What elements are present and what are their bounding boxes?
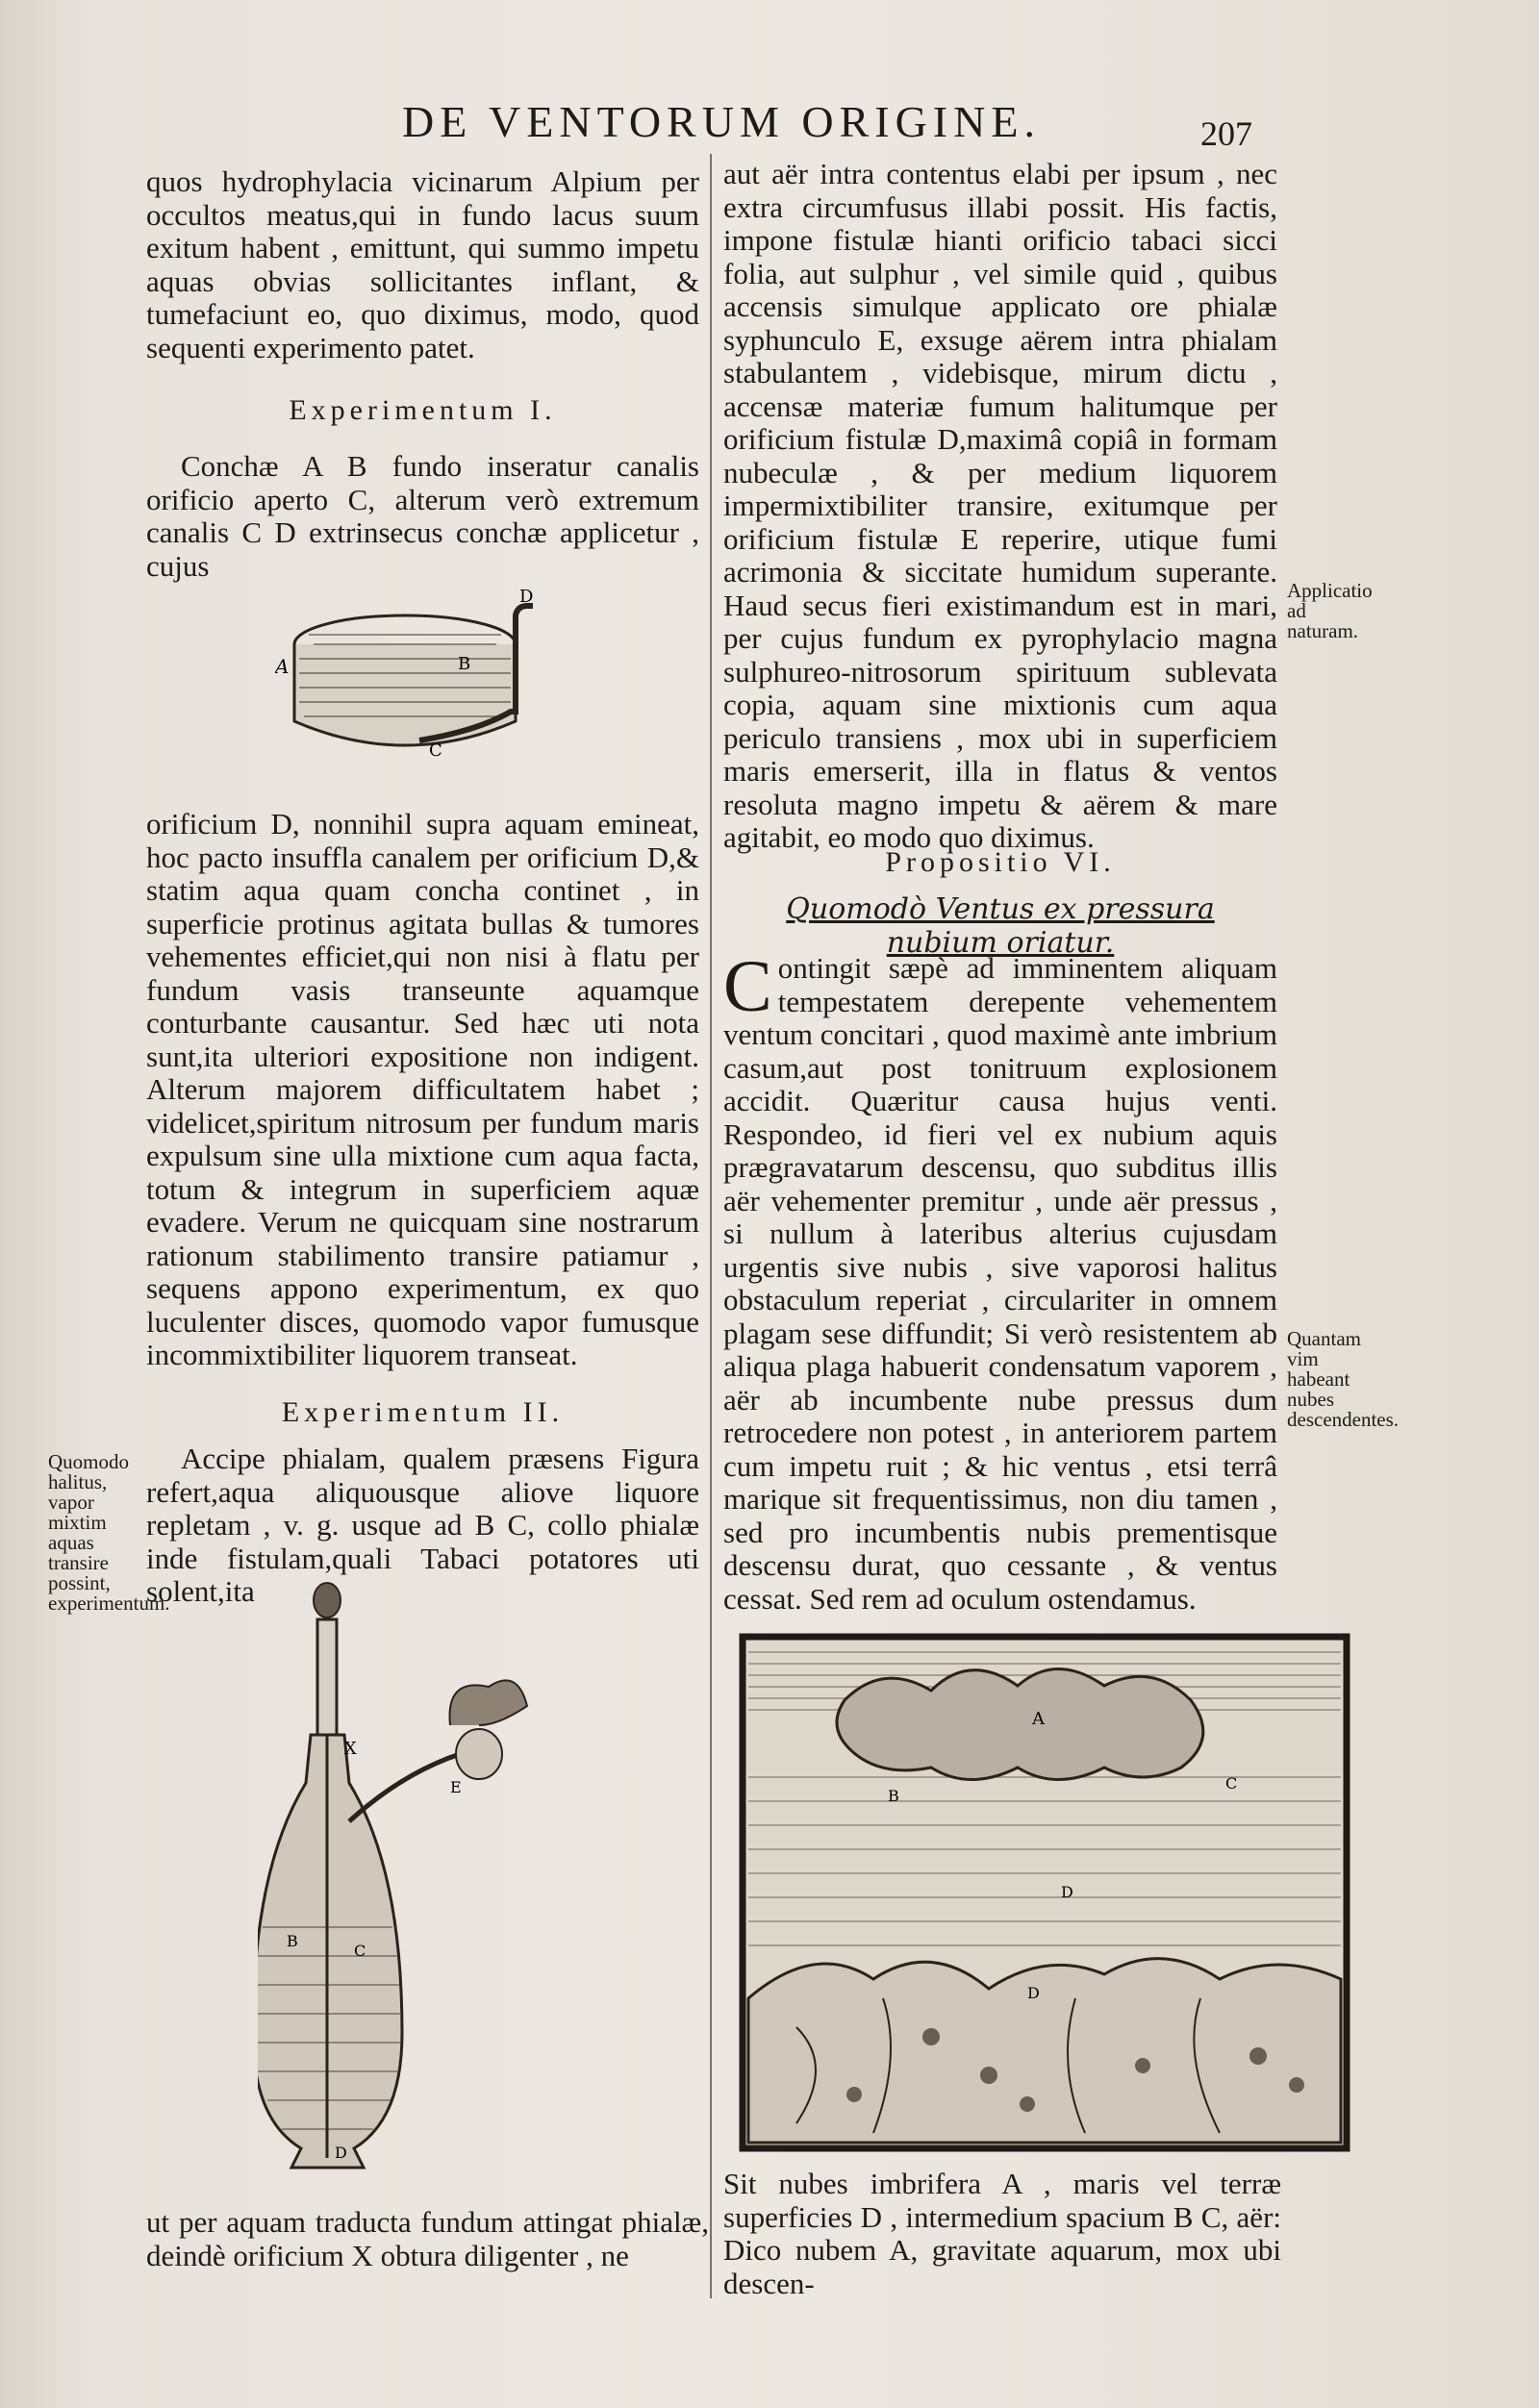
figure-label-x: X xyxy=(344,1739,357,1759)
figure-label-d: D xyxy=(519,587,534,607)
figure-label-c: C xyxy=(429,740,442,761)
left-closing-paragraph xyxy=(146,2206,709,2272)
figure-label-b: B xyxy=(888,1787,899,1805)
paragraph-text: quos hydrophylacia vicinarum Alpium per occultos meatus,qui in fundo lacus suum exitum habent , emittunt, qui summo impetu aquas obvias sollicitantes inflant, & tumefaciunt eo, quo diximus, modo, quod sequenti experimento patet. xyxy=(146,164,699,364)
right-top-paragraph xyxy=(723,158,1277,855)
figure-label-e: E xyxy=(450,1778,462,1796)
paragraph-text xyxy=(723,946,1277,1616)
cloud-pressure-figure xyxy=(739,1633,1350,2152)
figure-label-c: C xyxy=(1225,1774,1238,1793)
propositio-heading: Propositio VI. xyxy=(885,846,1116,878)
left-opening-paragraph xyxy=(146,165,699,364)
right-closing-paragraph xyxy=(723,2168,1281,2300)
paragraph-text: Conchæ A B fundo inseratur canalis orificio aperto C, alterum verò extremum canalis C D extrinsecus conchæ applicetur , cujus xyxy=(146,449,699,583)
running-head: DE VENTORUM ORIGINE. xyxy=(402,97,1041,146)
figure-label-d: D xyxy=(335,2144,347,2162)
margin-note-clouds: Quantam vim habeant nubes descendentes. xyxy=(1287,1327,1400,1431)
paragraph-text: Accipe phialam, qualem præsens Figura refert,aqua aliquousque aliove liquore repletam , v. g. usque ad B C, collo phialæ inde fistulam,quali Tabaci potatores uti solent,ita xyxy=(146,1442,699,1608)
experimentum-1-paragraph xyxy=(146,450,699,583)
paragraph-text: orificium D, nonnihil supra aquam emineat, hoc pacto insuffla canalem per orificium D,& statim aqua quam concha continet , in superficie protinus agitata bullas & tumores vehementes efficiet,qui non nisi à flatu per fundum vasis transeunte aquamque conturbante causantur. Sed hæc uti nota sunt,ita ulteriori expositione non indigent. Alterum majorem difficultatem habet ; videlicet,spiritum nitrosum per fundum maris expulsum sine ulla mixtione cum aqua facta, totum & integrum in superficiem aquæ evadere. Verum ne quicquam sine nostrarum rationum stabilimento transire patiamur , sequens appono experimentum, ex quo luculenter disces, quomodo vapor fumusque incommixtibiliter liquorem transeat. xyxy=(146,807,699,1371)
figure-label-b: B xyxy=(287,1932,298,1950)
margin-note-left: Quomodo halitus, vapor mixtim aquas transire possint, experimentum. xyxy=(48,1450,170,1615)
propositio-subtitle: Quomodò Ventus ex pressura nubium oriatur. xyxy=(786,892,1215,960)
figure-label-b: B xyxy=(458,654,471,674)
paragraph-text: aut aër intra contentus elabi per ipsum , nec extra circumfusus illabi possit. His factis, impone fistulæ hianti orificio tabaci sicci folia, aut sulphur , vel simile quid , quibus accensis simulque applicato ore phialæ syphunculo E, exsuge aërem intra phialam stabulantem , videbisque, mirum dictu , accensæ materiæ fumum halitumque per orificium fistulæ D,maximâ copiâ in formam nubeculæ , & per medium liquorem impermixtibiliter transire, exitumque per orificium fistulæ E reperire, utique fumi acrimonia & siccitate humidum superante. Haud secus fieri existimandum est in mari, per cujus fundum ex pyrophylacio magna sulphureo-nitrosorum spirituum sublevata copia, aquam sine mixtionis cum aqua periculo transiens , mox ubi in superficiem maris emerserit, illa in flatus & ventos resoluta magno impetu & aërem & mare agitabit, eo modo quo diximus. xyxy=(723,157,1277,854)
paragraph-text: ut per aquam traducta fundum attingat phialæ, deindè orificium X obtura diligenter , ne xyxy=(146,2205,709,2272)
column-rule xyxy=(710,154,712,2298)
figure-label-c: C xyxy=(354,1942,366,1960)
propositio-paragraph xyxy=(723,946,1277,1616)
experimentum-1-heading: Experimentum I. xyxy=(289,394,557,426)
margin-note-application: Applicatio ad naturam. xyxy=(1287,579,1373,642)
experimentum-2-heading: Experimentum II. xyxy=(281,1396,565,1428)
figure-label-d: D xyxy=(1061,1883,1073,1901)
left-continuation-paragraph xyxy=(146,808,699,1372)
propositio-text: ontingit sæpè ad imminentem aliquam tempestatem derepente vehementem ventum concitari , quod maximè ante imbrium casum,aut post tonitruum explosionem accidit. Quæritur causa hujus venti. Respondeo, id fieri vel ex nubium aquis prægravatarum descensu, quo subditus illis aër vehementer premitur , unde aër pressus , si nullum à lateribus alterius cujusdam urgentis sive nubis , sive vaporosi halitus obstaculum reperiat , circulariter in omnem plagam sese diffundit; Si verò resistentem ab aliqua plaga habuerit condensatum vaporem , aër ab incumbente nube pressus dum retrocedere non potest , in anteriorem partem cum impetu ruit ; & hic ventus , etsi terrâ marique sit frequentissimus, non diu tamen , sed pro incumbentis nubis prementisque descensu durat, quo cessante , & ventus cessat. Sed rem ad oculum ostendamus. xyxy=(723,951,1277,1616)
figure-label-d-lower: D xyxy=(1027,1984,1040,2002)
drop-cap: C xyxy=(723,946,772,1027)
figure-label-a: A xyxy=(1032,1709,1045,1729)
phial-experiment-figure xyxy=(258,1581,546,2196)
paragraph-text: Sit nubes imbrifera A , maris vel terræ superficies D , intermedium spacium B C, aër: Dico nubem A, gravitate aquarum, mox ubi descen- xyxy=(723,2167,1281,2300)
figure-label-a: A xyxy=(275,655,290,678)
page-number: 207 xyxy=(1200,114,1252,153)
basin-canal-figure xyxy=(275,587,573,779)
